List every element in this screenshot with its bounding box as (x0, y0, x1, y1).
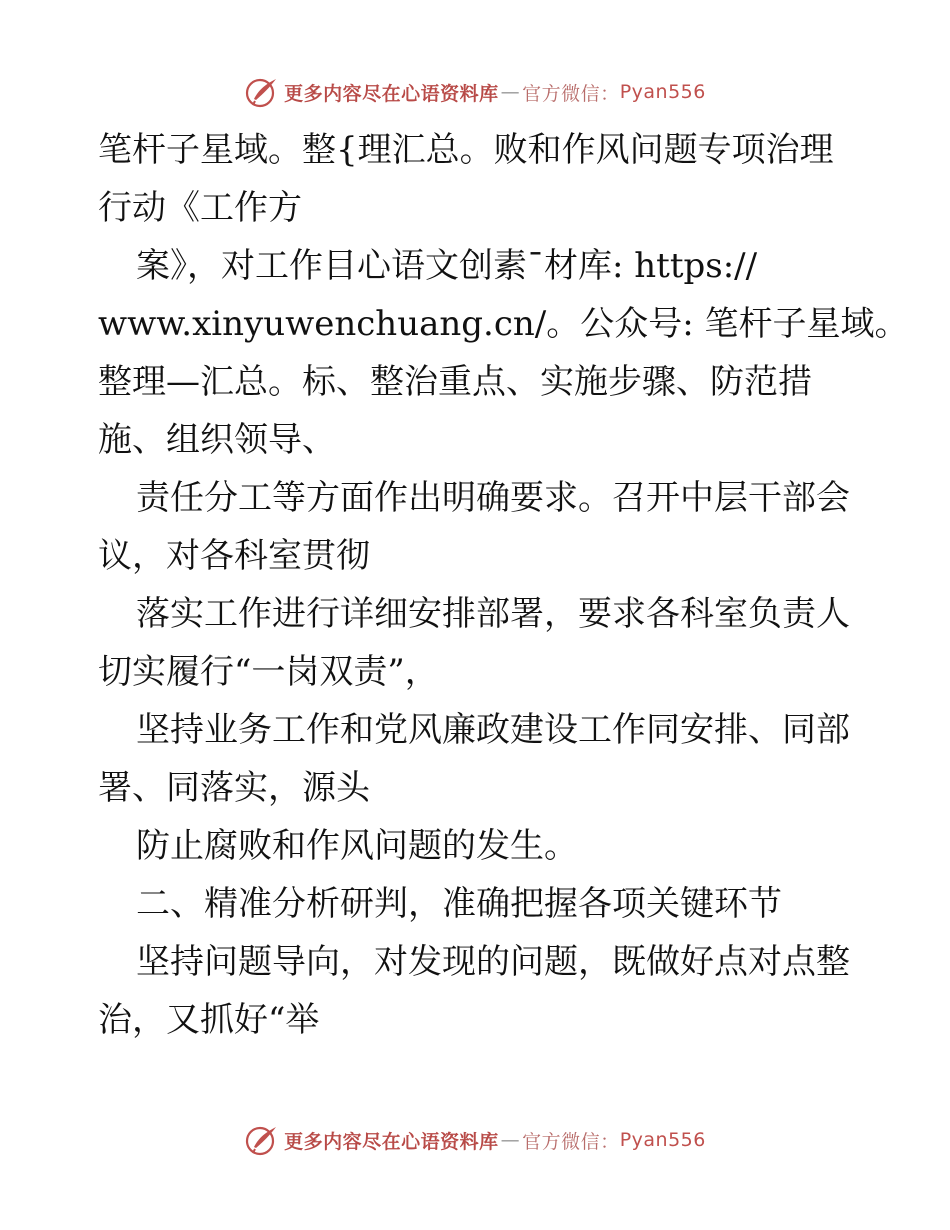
text-line: 案》，对工作目心语文创素¯材库: https:// (136, 246, 758, 286)
text-line: 施、组织领导、 (98, 420, 336, 460)
header-dash: — (500, 81, 521, 103)
document-body (98, 121, 909, 1049)
text-line: 整理—汇总。标、整治重点、实施步骤、防范措 (98, 362, 812, 402)
text-line: 责任分工等方面作出明确要求。召开中层干部会 (136, 478, 850, 518)
header-wechat-account: Pyan556 (619, 81, 706, 103)
text-line: 署、同落实，源头 (98, 768, 370, 808)
text-line: 坚持问题导向，对发现的问题，既做好点对点整 (136, 942, 850, 982)
footer-watermark-banner (0, 1120, 950, 1160)
footer-brand-text: 更多内容尽在心语资料库 (284, 1130, 499, 1153)
text-line: 笔杆子星域。整{理汇总。败和作风问题专项治理 (98, 130, 834, 170)
text-line: 坚持业务工作和党风廉政建设工作同安排、同部 (136, 710, 850, 750)
quill-logo-icon (244, 1123, 280, 1157)
text-line: 防止腐败和作风问题的发生。 (136, 826, 578, 866)
text-line: 落实工作进行详细安排部署，要求各科室负责人 (136, 594, 850, 634)
footer-wechat-account: Pyan556 (619, 1129, 706, 1151)
text-line: 切实履行“一岗双责”， (98, 652, 439, 692)
text-line: 治，又抓好“举 (98, 1000, 320, 1040)
quill-logo-icon (244, 75, 280, 109)
text-line: www.xinyuwenchuang.cn/。公众号: 笔杆子星域。 (98, 304, 909, 344)
header-wechat-label: 官方微信： (522, 82, 620, 105)
text-line: 行动《工作方 (98, 188, 302, 228)
header-watermark-banner (0, 72, 950, 112)
text-line: 议，对各科室贯彻 (98, 536, 370, 576)
section-heading: 二、精准分析研判，准确把握各项关键环节 (136, 884, 782, 924)
header-brand-text: 更多内容尽在心语资料库 (284, 82, 499, 105)
footer-wechat-label: 官方微信： (522, 1130, 620, 1153)
footer-dash: — (500, 1129, 521, 1151)
